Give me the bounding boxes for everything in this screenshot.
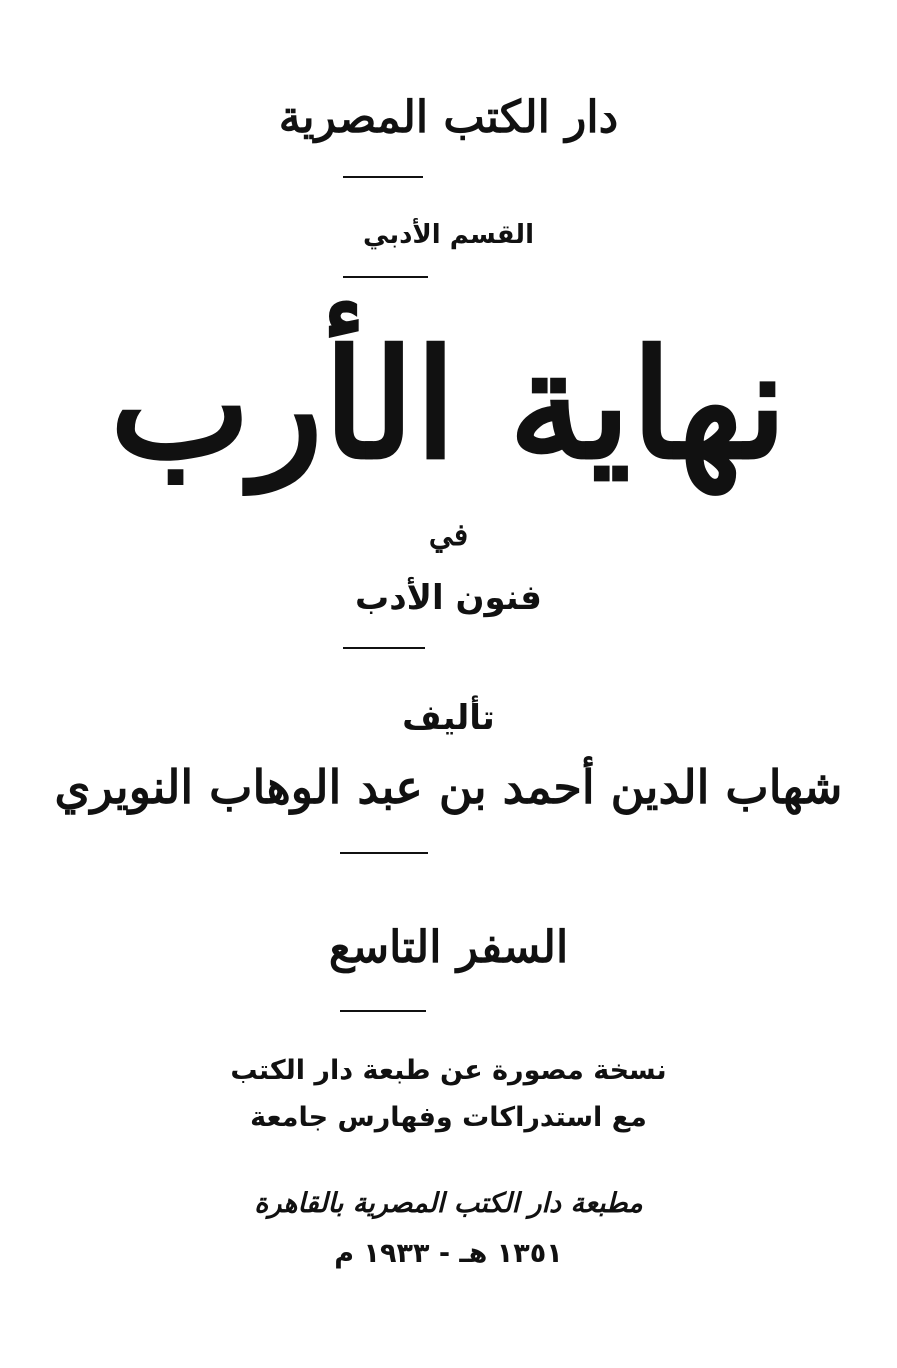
- author-name: شهاب الدين أحمد بن عبد الوهاب النويري: [54, 760, 843, 814]
- divider-1: [343, 176, 423, 178]
- divider-2: [343, 276, 428, 278]
- edition-note-line-2: مع استدراكات وفهارس جامعة: [250, 1102, 647, 1133]
- volume-label: السفر التاسع: [328, 922, 569, 973]
- book-subtitle: فنون الأدب: [355, 578, 542, 618]
- divider-4: [340, 852, 428, 854]
- book-title: نهاية الأرب: [109, 317, 788, 493]
- title-connector: في: [428, 518, 469, 553]
- divider-5: [340, 1010, 426, 1012]
- publisher-name: دار الكتب المصرية: [278, 92, 619, 143]
- section-name: القسم الأدبي: [363, 220, 534, 250]
- publication-date: ١٣٥١ هـ - ١٩٣٣ م: [334, 1238, 563, 1269]
- printer-name: مطبعة دار الكتب المصرية بالقاهرة: [254, 1188, 643, 1219]
- divider-3: [343, 647, 425, 649]
- authorship-label: تأليف: [402, 698, 495, 738]
- edition-note-line-1: نسخة مصورة عن طبعة دار الكتب: [230, 1055, 667, 1086]
